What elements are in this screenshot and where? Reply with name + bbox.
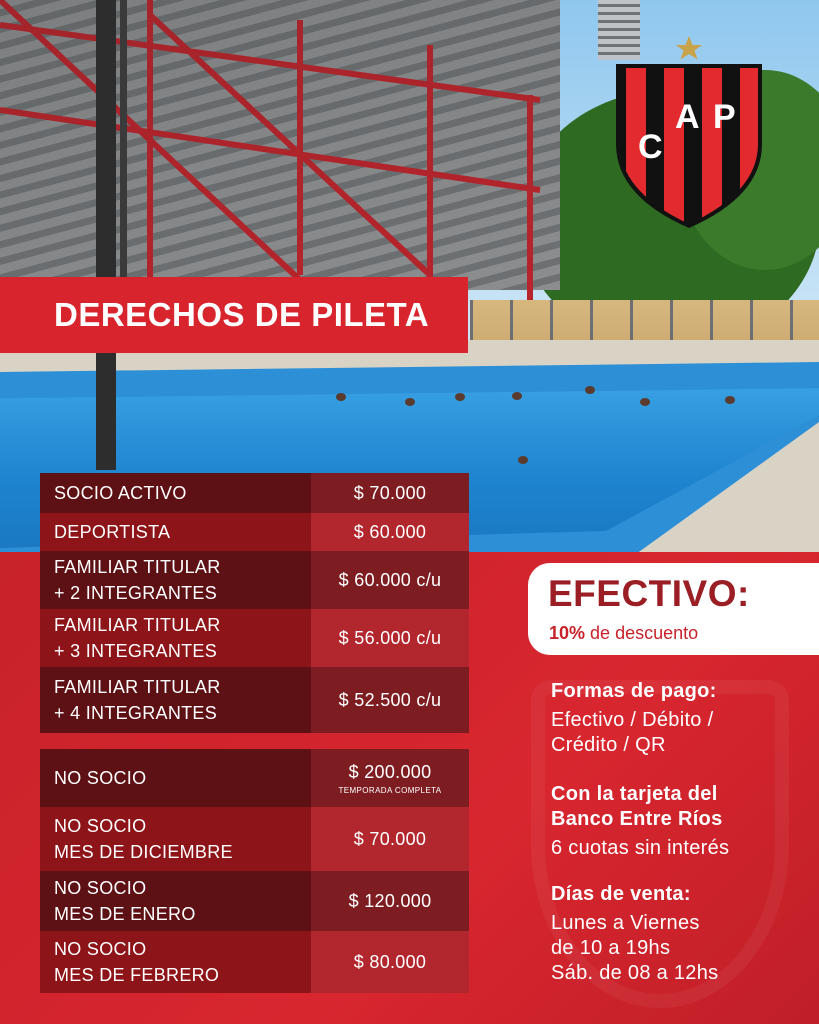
row-price: $ 60.000 c/u (338, 569, 442, 590)
card-heading-1: Con la tarjeta del (551, 783, 718, 805)
row-label-line2: + 4 INTEGRANTES (54, 703, 218, 723)
card-promo (551, 782, 729, 861)
members-price-table (40, 473, 469, 733)
row-label: FAMILIAR TITULAR (54, 615, 221, 635)
row-price: $ 120.000 (348, 890, 432, 911)
pole (96, 0, 116, 470)
row-label-line2: + 2 INTEGRANTES (54, 583, 218, 603)
sales-heading: Días de venta: (551, 883, 691, 905)
discount-percent: 10% (549, 623, 586, 643)
crest-letter-c: C (638, 128, 663, 166)
row-label-line2: MES DE DICIEMBRE (54, 842, 233, 862)
row-label: NO SOCIO (54, 768, 147, 788)
table-row (40, 749, 469, 807)
pole (120, 0, 127, 300)
star-icon (676, 36, 702, 60)
card-line: 6 cuotas sin interés (551, 837, 730, 859)
row-label-line2: MES DE FEBRERO (54, 965, 220, 985)
payment-line-1: Efectivo / Débito / (551, 709, 714, 731)
row-price: $ 70.000 (353, 482, 427, 503)
row-label: NO SOCIO (54, 878, 147, 898)
row-label: SOCIO ACTIVO (54, 483, 187, 503)
swimmer (585, 386, 595, 394)
cash-discount (549, 623, 698, 644)
swimmer (640, 398, 650, 406)
row-label: NO SOCIO (54, 816, 147, 836)
title-banner (0, 277, 468, 353)
payment-methods (551, 679, 717, 758)
table-row (40, 931, 469, 993)
swimmer (336, 393, 346, 401)
row-label: NO SOCIO (54, 939, 147, 959)
payment-heading: Formas de pago: (551, 680, 717, 702)
discount-text: de descuento (590, 623, 699, 643)
swimmer (405, 398, 415, 406)
sales-line-2: de 10 a 19hs (551, 937, 671, 959)
row-price: $ 80.000 (353, 951, 427, 972)
grandstand-shade (0, 0, 560, 290)
swimmer (518, 456, 528, 464)
row-price: $ 52.500 c/u (338, 689, 442, 710)
row-price: $ 60.000 (353, 521, 427, 542)
row-price: $ 200.000 (348, 761, 432, 782)
card-heading-2: Banco Entre Ríos (551, 808, 723, 830)
row-label: FAMILIAR TITULAR (54, 677, 221, 697)
table-row (40, 473, 469, 513)
payment-line-2: Crédito / QR (551, 734, 666, 756)
row-label: FAMILIAR TITULAR (54, 557, 221, 577)
crest-letter-a: A (675, 98, 700, 136)
table-row (40, 667, 469, 733)
swimmer (512, 392, 522, 400)
swimmer (725, 396, 735, 404)
page-title: DERECHOS DE PILETA (54, 296, 430, 333)
sale-days (551, 882, 718, 986)
row-price-note: TEMPORADA COMPLETA (338, 785, 442, 795)
sales-line-3: Sáb. de 08 a 12hs (551, 962, 719, 984)
table-row (40, 513, 469, 551)
non-members-price-table (40, 749, 469, 993)
crest-letter-p: P (713, 98, 736, 136)
row-label-line2: + 3 INTEGRANTES (54, 641, 218, 661)
sales-line-1: Lunes a Viernes (551, 912, 700, 934)
row-price: $ 56.000 c/u (338, 627, 442, 648)
table-row (40, 807, 469, 871)
table-row (40, 609, 469, 667)
table-row (40, 551, 469, 609)
cash-title: EFECTIVO: (548, 573, 750, 614)
club-crest (612, 32, 766, 228)
cash-discount-box (528, 563, 819, 655)
row-label-line2: MES DE ENERO (54, 904, 196, 924)
table-row (40, 871, 469, 931)
row-label: DEPORTISTA (54, 522, 171, 542)
row-price: $ 70.000 (353, 828, 427, 849)
swimmer (455, 393, 465, 401)
